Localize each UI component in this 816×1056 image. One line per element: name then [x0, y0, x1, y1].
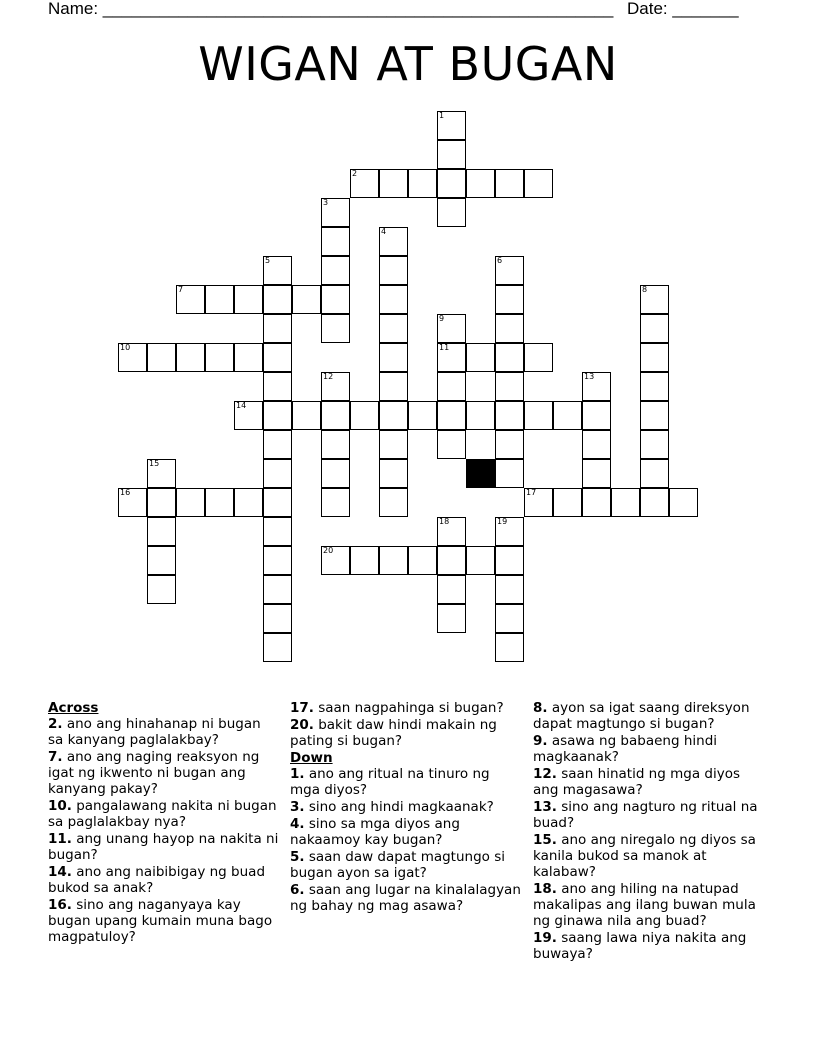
- clue-text: ano ang ritual na tinuro ng mga diyos?: [290, 766, 490, 798]
- grid-cell[interactable]: [495, 343, 524, 372]
- grid-cell[interactable]: [437, 169, 466, 198]
- grid-cell[interactable]: [437, 140, 466, 169]
- grid-cell[interactable]: [437, 314, 466, 343]
- clue-text: ang unang hayop na nakita ni bugan?: [48, 831, 279, 863]
- grid-cell[interactable]: [379, 401, 408, 430]
- grid-cell[interactable]: [437, 575, 466, 604]
- clue-item: [533, 733, 765, 765]
- clue-item: [533, 881, 765, 929]
- grid-cell[interactable]: [640, 372, 669, 401]
- clue-number-label: 12.: [533, 766, 557, 782]
- clue-number: 1: [439, 111, 445, 120]
- grid-cell[interactable]: [350, 401, 379, 430]
- clue-number-label: 10.: [48, 798, 72, 814]
- clue-text: bakit daw hindi makain ng pating si bugan?: [290, 717, 497, 749]
- clue-text: saang lawa niya nakita ang buwaya?: [533, 930, 747, 962]
- grid-cell[interactable]: [437, 517, 466, 546]
- clue-text: saan nagpahinga si bugan?: [313, 700, 504, 716]
- grid-cell[interactable]: [147, 488, 176, 517]
- grid-cell[interactable]: [118, 488, 147, 517]
- clue-number: 3: [323, 198, 329, 207]
- grid-cell[interactable]: [263, 546, 292, 575]
- clue-text: asawa ng babaeng hindi magkaanak?: [533, 733, 718, 765]
- grid-cell[interactable]: [495, 401, 524, 430]
- clues-column-3: [533, 700, 765, 963]
- grid-cell[interactable]: [611, 488, 640, 517]
- page-title: WIGAN AT BUGAN: [198, 37, 618, 91]
- grid-cell[interactable]: [263, 401, 292, 430]
- grid-cell[interactable]: [437, 343, 466, 372]
- blocked-cell: [466, 459, 495, 488]
- clue-number: 13: [584, 372, 595, 381]
- grid-cell[interactable]: [408, 401, 437, 430]
- grid-cell[interactable]: [553, 488, 582, 517]
- grid-cell[interactable]: [176, 343, 205, 372]
- grid-cell[interactable]: [176, 488, 205, 517]
- clue-item: [290, 799, 522, 815]
- across-heading: Across: [48, 700, 99, 716]
- grid-cell[interactable]: [466, 169, 495, 198]
- grid-cell[interactable]: [379, 372, 408, 401]
- grid-cell[interactable]: [640, 343, 669, 372]
- grid-cell[interactable]: [495, 459, 524, 488]
- clue-item: [290, 766, 522, 798]
- grid-cell[interactable]: [263, 372, 292, 401]
- grid-cell[interactable]: [234, 488, 263, 517]
- grid-cell[interactable]: [263, 256, 292, 285]
- clue-number: 4: [381, 227, 387, 236]
- grid-cell[interactable]: [379, 488, 408, 517]
- grid-cell[interactable]: [582, 372, 611, 401]
- grid-cell[interactable]: [321, 198, 350, 227]
- grid-cell[interactable]: [524, 488, 553, 517]
- clue-number: 19: [497, 517, 508, 526]
- down-clue-list-1: [290, 766, 522, 914]
- grid-cell[interactable]: [379, 285, 408, 314]
- clue-number-label: 16.: [48, 897, 72, 913]
- grid-cell[interactable]: [234, 401, 263, 430]
- grid-cell[interactable]: [437, 198, 466, 227]
- grid-cell[interactable]: [495, 314, 524, 343]
- clue-number: 10: [120, 343, 131, 352]
- clue-number: 11: [439, 343, 450, 352]
- clue-number: 16: [120, 488, 131, 497]
- clue-number-label: 17.: [290, 700, 314, 716]
- clue-item: [48, 864, 280, 896]
- clues-column-1: [48, 700, 280, 946]
- clue-number: 9: [439, 314, 445, 323]
- grid-cell[interactable]: [495, 575, 524, 604]
- grid-cell[interactable]: [495, 256, 524, 285]
- grid-cell[interactable]: [118, 343, 147, 372]
- grid-cell[interactable]: [205, 488, 234, 517]
- grid-cell[interactable]: [321, 227, 350, 256]
- grid-cell[interactable]: [408, 169, 437, 198]
- grid-cell[interactable]: [408, 546, 437, 575]
- grid-cell[interactable]: [495, 430, 524, 459]
- grid-cell[interactable]: [147, 546, 176, 575]
- grid-cell[interactable]: [437, 546, 466, 575]
- grid-cell[interactable]: [176, 285, 205, 314]
- clue-item: [533, 700, 765, 732]
- grid-cell[interactable]: [669, 488, 698, 517]
- clue-number: 20: [323, 546, 334, 555]
- clue-text: sino sa mga diyos ang nakaamoy kay bugan?: [290, 816, 460, 848]
- across-clue-list-2: [290, 700, 522, 749]
- grid-cell[interactable]: [350, 546, 379, 575]
- clue-item: [533, 832, 765, 880]
- grid-cell[interactable]: [495, 517, 524, 546]
- clue-number-label: 13.: [533, 799, 557, 815]
- grid-cell[interactable]: [437, 604, 466, 633]
- grid-cell[interactable]: [466, 401, 495, 430]
- grid-cell[interactable]: [263, 575, 292, 604]
- clue-number: 14: [236, 401, 247, 410]
- clue-item: [290, 849, 522, 881]
- clue-number-label: 2.: [48, 716, 63, 732]
- clue-item: [48, 798, 280, 830]
- grid-cell[interactable]: [495, 633, 524, 662]
- across-clue-list-1: [48, 716, 280, 945]
- clue-text: sino ang hindi magkaanak?: [304, 799, 494, 815]
- clue-text: saan ang lugar na kinalalagyan ng bahay ng mag asawa?: [290, 882, 521, 914]
- clue-number-label: 9.: [533, 733, 548, 749]
- clue-number: 2: [352, 169, 358, 178]
- clue-text: ano ang naibibigay ng buad bukod sa anak?: [48, 864, 266, 896]
- grid-cell[interactable]: [495, 285, 524, 314]
- clue-number-label: 15.: [533, 832, 557, 848]
- grid-cell[interactable]: [292, 285, 321, 314]
- grid-cell[interactable]: [640, 459, 669, 488]
- grid-cell[interactable]: [350, 169, 379, 198]
- clue-item: [48, 716, 280, 748]
- clue-number-label: 1.: [290, 766, 305, 782]
- grid-cell[interactable]: [379, 169, 408, 198]
- grid-cell[interactable]: [263, 285, 292, 314]
- clue-text: ano ang hinahanap ni bugan sa kanyang paglalakbay?: [48, 716, 261, 748]
- clue-number-label: 5.: [290, 849, 305, 865]
- grid-cell[interactable]: [321, 372, 350, 401]
- grid-cell[interactable]: [437, 401, 466, 430]
- grid-cell[interactable]: [640, 314, 669, 343]
- clue-number: 18: [439, 517, 450, 526]
- clue-text: ano ang niregalo ng diyos sa kanila bukod sa manok at kalabaw?: [533, 832, 756, 880]
- grid-cell[interactable]: [234, 343, 263, 372]
- grid-cell[interactable]: [437, 111, 466, 140]
- clue-number: 15: [149, 459, 160, 468]
- grid-cell[interactable]: [321, 314, 350, 343]
- name-field-label: Name: ______________________________________________________: [48, 0, 614, 18]
- grid-cell[interactable]: [263, 343, 292, 372]
- clue-item: [48, 749, 280, 797]
- date-field-label: Date: _______: [627, 0, 739, 18]
- grid-cell[interactable]: [640, 285, 669, 314]
- clue-number-label: 6.: [290, 882, 305, 898]
- grid-cell[interactable]: [495, 169, 524, 198]
- grid-cell[interactable]: [292, 401, 321, 430]
- clue-number: 7: [178, 285, 184, 294]
- grid-cell[interactable]: [524, 401, 553, 430]
- clue-number: 17: [526, 488, 537, 497]
- grid-cell[interactable]: [147, 343, 176, 372]
- grid-cell[interactable]: [379, 314, 408, 343]
- down-clue-list-2: [533, 700, 765, 962]
- clue-item: [533, 799, 765, 831]
- grid-cell[interactable]: [495, 372, 524, 401]
- down-heading: Down: [290, 750, 333, 766]
- clue-number: 6: [497, 256, 503, 265]
- clue-number-label: 11.: [48, 831, 72, 847]
- grid-cell[interactable]: [263, 430, 292, 459]
- clue-item: [290, 816, 522, 848]
- clue-item: [290, 700, 522, 716]
- grid-cell[interactable]: [437, 430, 466, 459]
- clue-number-label: 8.: [533, 700, 548, 716]
- grid-cell[interactable]: [437, 372, 466, 401]
- clue-number: 12: [323, 372, 334, 381]
- grid-cell[interactable]: [321, 285, 350, 314]
- clue-number-label: 20.: [290, 717, 314, 733]
- grid-cell[interactable]: [263, 459, 292, 488]
- grid-cell[interactable]: [205, 285, 234, 314]
- grid-cell[interactable]: [379, 459, 408, 488]
- clue-text: saan daw dapat magtungo si bugan ayon sa igat?: [290, 849, 505, 881]
- grid-cell[interactable]: [147, 459, 176, 488]
- grid-cell[interactable]: [582, 430, 611, 459]
- grid-cell[interactable]: [553, 401, 582, 430]
- clue-text: pangalawang nakita ni bugan sa paglalakbay nya?: [48, 798, 277, 830]
- clue-number-label: 4.: [290, 816, 305, 832]
- clues-column-2: [290, 700, 522, 915]
- grid-cell[interactable]: [582, 488, 611, 517]
- clue-item: [290, 882, 522, 914]
- grid-cell[interactable]: [524, 169, 553, 198]
- grid-cell[interactable]: [263, 488, 292, 517]
- clue-item: [533, 930, 765, 962]
- grid-cell[interactable]: [263, 314, 292, 343]
- grid-cell[interactable]: [379, 546, 408, 575]
- grid-cell[interactable]: [640, 430, 669, 459]
- grid-cell[interactable]: [205, 343, 234, 372]
- grid-cell[interactable]: [640, 488, 669, 517]
- clue-item: [48, 831, 280, 863]
- clue-text: saan hinatid ng mga diyos ang magasawa?: [533, 766, 740, 798]
- clue-item: [290, 717, 522, 749]
- grid-cell[interactable]: [495, 604, 524, 633]
- clue-text: ano ang naging reaksyon ng igat ng ikwento ni bugan ang kanyang pakay?: [48, 749, 260, 797]
- grid-cell[interactable]: [321, 546, 350, 575]
- grid-cell[interactable]: [321, 401, 350, 430]
- grid-cell[interactable]: [640, 401, 669, 430]
- grid-cell[interactable]: [263, 604, 292, 633]
- grid-cell[interactable]: [147, 517, 176, 546]
- clue-item: [533, 766, 765, 798]
- clue-number-label: 3.: [290, 799, 305, 815]
- clue-text: ano ang hiling na natupad makalipas ang ilang buwan mula ng ginawa nila ang buad?: [533, 881, 756, 929]
- clue-number: 8: [642, 285, 648, 294]
- clue-text: ayon sa igat saang direksyon dapat magtungo si bugan?: [533, 700, 750, 732]
- clue-item: [48, 897, 280, 945]
- grid-cell[interactable]: [524, 343, 553, 372]
- clue-text: sino ang naganyaya kay bugan upang kumain muna bago magpatuloy?: [48, 897, 273, 945]
- grid-cell[interactable]: [321, 488, 350, 517]
- grid-cell[interactable]: [495, 546, 524, 575]
- clue-number: 5: [265, 256, 271, 265]
- clue-number-label: 18.: [533, 881, 557, 897]
- grid-cell[interactable]: [466, 343, 495, 372]
- grid-cell[interactable]: [321, 256, 350, 285]
- clue-number-label: 19.: [533, 930, 557, 946]
- clue-number-label: 7.: [48, 749, 63, 765]
- clue-text: sino ang nagturo ng ritual na buad?: [533, 799, 758, 831]
- grid-cell[interactable]: [379, 227, 408, 256]
- grid-cell[interactable]: [379, 256, 408, 285]
- grid-cell[interactable]: [263, 517, 292, 546]
- grid-cell[interactable]: [379, 343, 408, 372]
- grid-cell[interactable]: [234, 285, 263, 314]
- grid-cell[interactable]: [582, 401, 611, 430]
- grid-cell[interactable]: [582, 459, 611, 488]
- grid-cell[interactable]: [321, 459, 350, 488]
- clue-number-label: 14.: [48, 864, 72, 880]
- grid-cell[interactable]: [147, 575, 176, 604]
- grid-cell[interactable]: [466, 546, 495, 575]
- grid-cell[interactable]: [321, 430, 350, 459]
- grid-cell[interactable]: [263, 633, 292, 662]
- grid-cell[interactable]: [379, 430, 408, 459]
